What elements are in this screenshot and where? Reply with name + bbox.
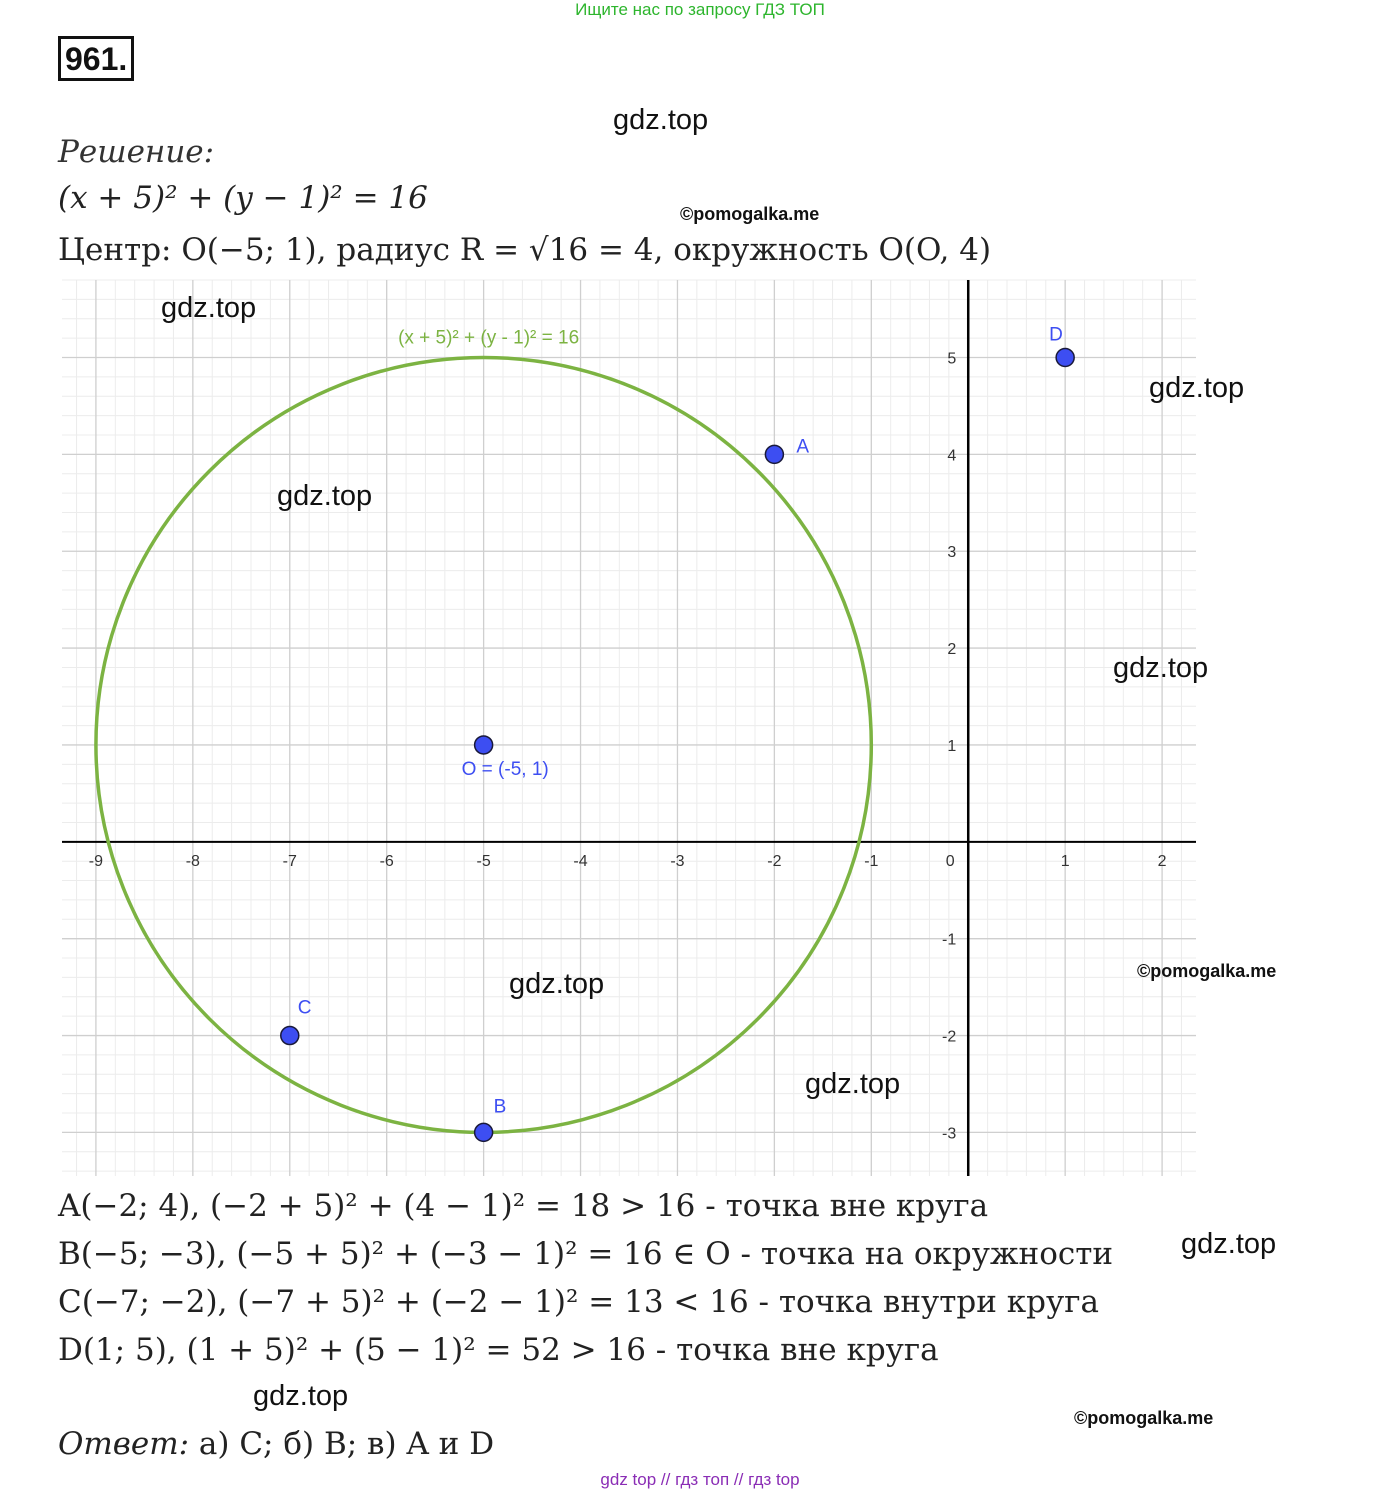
point-c (281, 1027, 299, 1045)
x-tick-label: -6 (379, 852, 394, 870)
x-tick-label: 2 (1157, 852, 1167, 870)
point-o (475, 736, 493, 754)
answer-label: Ответ: (58, 1426, 190, 1462)
check-line-c: C(−7; −2), (−7 + 5)² + (−2 − 1)² = 13 < 16 - точка внутри круга (58, 1284, 1099, 1320)
footer-links: gdz top // гдз топ // гдз top (600, 1470, 800, 1489)
x-tick-label: -2 (767, 852, 782, 870)
point-label-b: B (493, 1096, 507, 1118)
x-tick-label: -5 (476, 852, 491, 870)
x-tick-label: 0 (945, 852, 955, 870)
y-tick-label: 3 (947, 544, 957, 562)
equation-line: (x + 5)² + (y − 1)² = 16 (58, 180, 428, 216)
point-label-a: A (796, 436, 810, 458)
check-line-a: A(−2; 4), (−2 + 5)² + (4 − 1)² = 18 > 16 - точка вне круга (58, 1188, 989, 1224)
x-tick-label: -7 (282, 852, 297, 870)
point-d (1056, 348, 1074, 366)
tick-labels (89, 350, 1167, 1142)
watermark-pomogalka: ©pomogalka.me (680, 204, 820, 224)
watermark-gdz: gdz.top (161, 292, 257, 324)
point-label-c: C (297, 997, 312, 1019)
answer (58, 1426, 494, 1462)
watermark-gdz: gdz.top (277, 480, 373, 512)
y-tick-label: 1 (947, 737, 957, 755)
watermark-gdz: gdz.top (253, 1380, 349, 1412)
point-b (475, 1123, 493, 1141)
center-line: Центр: O(−5; 1), радиус R = √16 = 4, окружность O(O, 4) (58, 232, 992, 268)
x-tick-label: 1 (1060, 852, 1070, 870)
check-line-b: B(−5; −3), (−5 + 5)² + (−3 − 1)² = 16 ∈ O - точка на окружности (58, 1236, 1114, 1272)
point-a (765, 445, 783, 463)
x-tick-label: -4 (573, 852, 588, 870)
watermark-pomogalka: ©pomogalka.me (1074, 1408, 1214, 1428)
point-label-o: O = (-5, 1) (461, 758, 549, 780)
x-tick-label: -1 (864, 852, 879, 870)
x-tick-label: -8 (185, 852, 200, 870)
problem-number: 961. (58, 36, 134, 81)
curve-label: (x + 5)² + (y - 1)² = 16 (398, 327, 580, 349)
y-tick-label: 4 (947, 447, 957, 465)
y-tick-label: 5 (947, 350, 957, 368)
x-tick-label: -9 (88, 852, 104, 870)
solution-label: Решение: (58, 134, 215, 170)
answer-text: а) C; б) B; в) A и D (198, 1426, 495, 1462)
x-tick-label: -3 (670, 852, 685, 870)
watermark-gdz: gdz.top (613, 104, 709, 136)
check-line-d: D(1; 5), (1 + 5)² + (5 − 1)² = 52 > 16 - точка вне круга (58, 1332, 939, 1368)
watermark-gdz: gdz.top (1181, 1228, 1277, 1260)
watermark-gdz: gdz.top (805, 1068, 901, 1100)
y-tick-label: 2 (947, 641, 957, 659)
watermark-pomogalka: ©pomogalka.me (1137, 961, 1277, 981)
watermark-gdz: gdz.top (1113, 652, 1209, 684)
y-tick-label: -1 (941, 931, 957, 949)
point-label-d: D (1049, 324, 1063, 346)
y-tick-label: -2 (941, 1028, 957, 1046)
watermark-gdz: gdz.top (509, 968, 605, 1000)
top-banner: Ищите нас по запросу ГДЗ ТОП (575, 0, 825, 19)
y-tick-label: -3 (941, 1125, 957, 1143)
watermark-gdz: gdz.top (1149, 372, 1245, 404)
